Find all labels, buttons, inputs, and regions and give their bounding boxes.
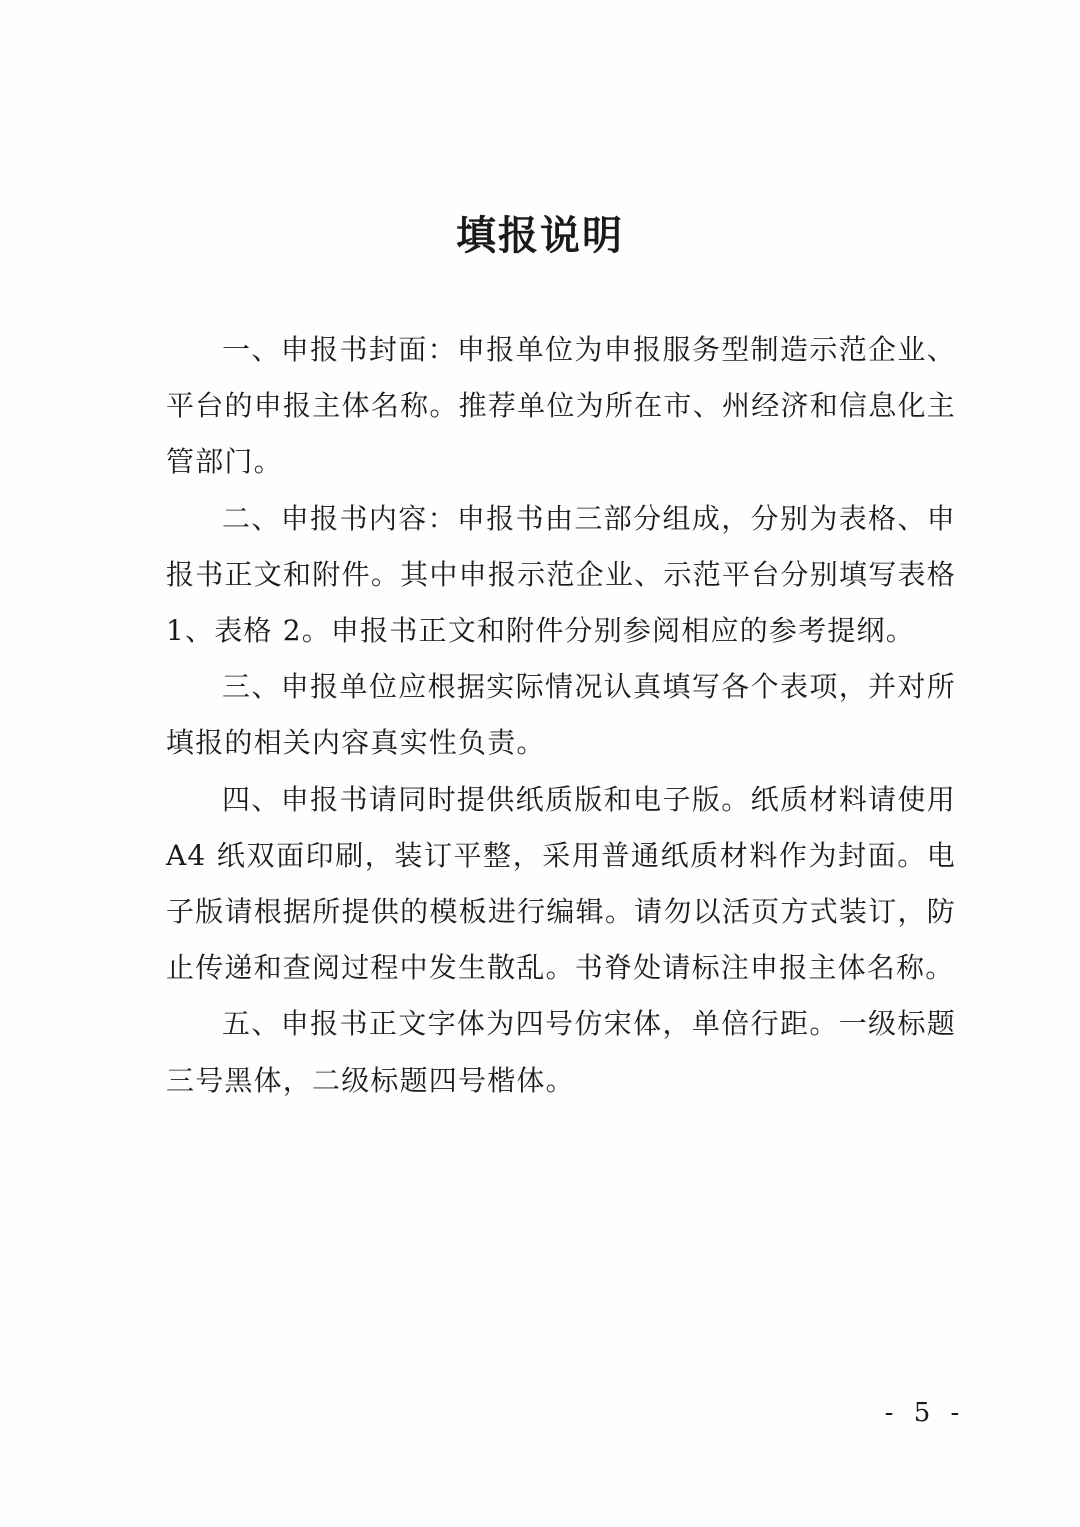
paragraph-5: 五、申报书正文字体为四号仿宋体，单倍行距。一级标题三号黑体，二级标题四号楷体。 xyxy=(166,1007,956,1097)
paragraph-2: 二、申报书内容：申报书由三部分组成，分别为表格、申报书正文和附件。其中申报示范企业、示范平台分别填写表格 1、表格 2。申报书正文和附件分别参阅相应的参考提纲。 xyxy=(166,501,956,648)
paragraph-3: 三、申报单位应根据实际情况认真填写各个表项，并对所填报的相关内容真实性负责。 xyxy=(166,670,956,760)
paragraph-1: 一、申报书封面：申报单位为申报服务型制造示范企业、平台的申报主体名称。推荐单位为所在市、州经济和信息化主管部门。 xyxy=(166,333,956,479)
document-body xyxy=(166,322,956,1109)
paragraph-4: 四、申报书请同时提供纸质版和电子版。纸质材料请使用 A4 纸双面印刷，装订平整，采用普通纸质材料作为封面。电子版请根据所提供的模板进行编辑。请勿以活页方式装订，防止传递和查阅过程中发生散乱。书脊处请标注申报主体名称。 xyxy=(166,782,956,985)
page-number: - 5 - xyxy=(884,1398,966,1428)
page-title: 填报说明 xyxy=(456,213,624,259)
